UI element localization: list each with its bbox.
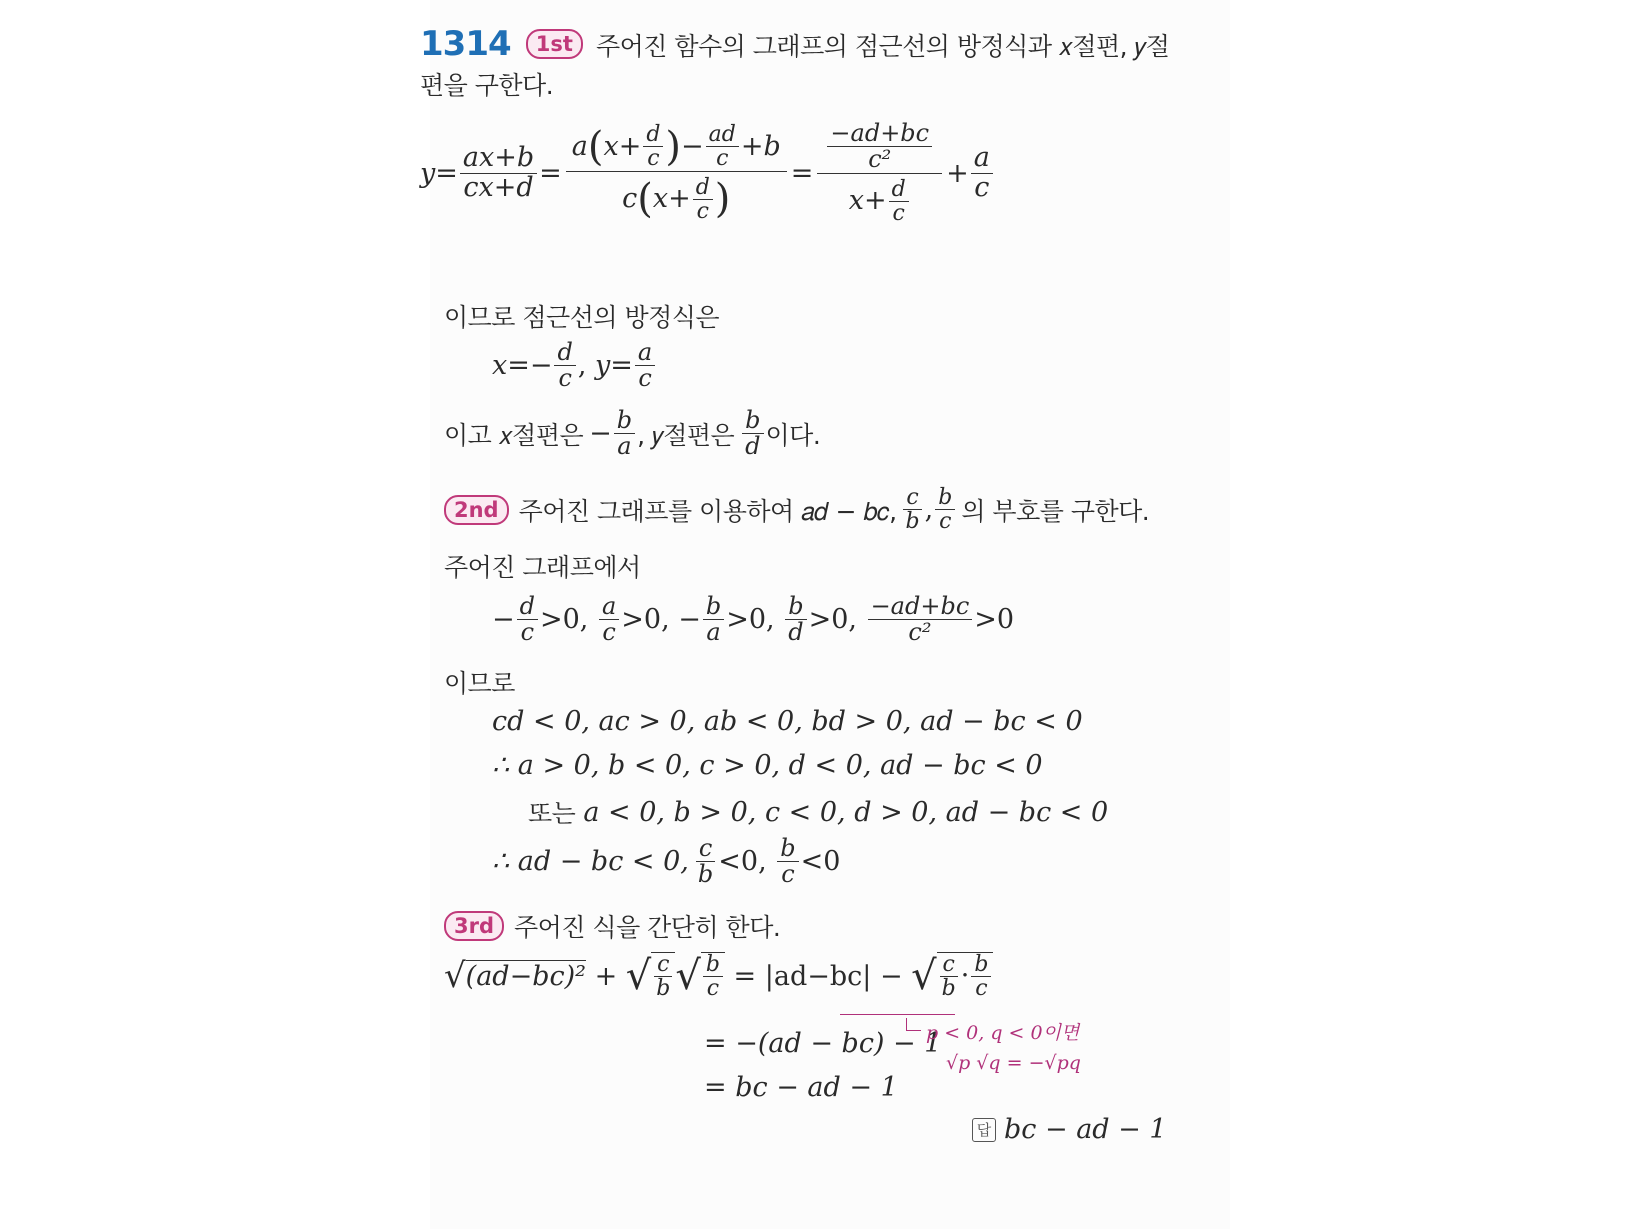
step2-therefore: 이므로 bbox=[444, 669, 515, 698]
step2-title-pre: 주어진 그래프를 이용하여 𝑎𝑑 − 𝑏𝑐, bbox=[518, 496, 897, 526]
step3-title: 주어진 식을 간단히 한다. bbox=[514, 913, 781, 942]
step2-line4: ∴ 𝑎𝑑 − 𝑏𝑐 < 0, $\frac{c}{b}$ <0, $\frac{b}{c}$ <0 bbox=[492, 834, 841, 889]
note-pointer bbox=[906, 1018, 921, 1031]
problem-header bbox=[420, 24, 1169, 64]
step1-intro-line2: 편을 구한다. bbox=[420, 71, 554, 100]
asymptote-intro: 이므로 점근선의 방정식은 bbox=[444, 303, 720, 332]
step3-row2: = −(𝑎𝑑 − 𝑏𝑐) − 1 bbox=[704, 1028, 942, 1059]
problem-number: 1314 bbox=[420, 24, 511, 64]
sign-conditions: − $\frac{d}{c}$ >0, $\frac{a}{c}$ >0, − $\frac{b}{a}$ >0, $\frac{b}{d}$ >0, $\frac{-ad+bc}{\text{c²}}$ >0 bbox=[492, 592, 1015, 647]
step2-title: 2nd 주어진 그래프를 이용하여 𝑎𝑑 − 𝑏𝑐, $\frac{c}{b}$ , $\frac{b}{c}$ 의 부호를 구한다. bbox=[444, 486, 1149, 533]
note-line2: √𝑝 √𝑞 = −√𝑝𝑞 bbox=[946, 1052, 1081, 1074]
answer-value: 𝑏𝑐 − 𝑎𝑑 − 1 bbox=[1004, 1114, 1167, 1145]
step2-line2: ∴ 𝑎 > 0, 𝑏 < 0, 𝑐 > 0, 𝑑 < 0, 𝑎𝑑 − 𝑏𝑐 < 0 bbox=[492, 750, 1043, 781]
step2-line3: 𝑎 < 0, 𝑏 > 0, 𝑐 < 0, 𝑑 > 0, 𝑎𝑑 − 𝑏𝑐 < 0 bbox=[583, 796, 1109, 828]
step1-badge: 1st bbox=[526, 29, 583, 59]
step3-row1: √ (ad−bc)² + √ $\frac{c}{b}$ √ $\frac{b}{c}$ = |ad−bc| − √ $\frac{c}{b}$ · $\frac{b}{c}$ bbox=[444, 952, 993, 1000]
step1-intro-line1: 주어진 함수의 그래프의 점근선의 방정식과 𝑥절편, 𝑦절 bbox=[595, 32, 1170, 61]
step2-line1: 𝑐𝑑 < 0, 𝑎𝑐 > 0, 𝑎𝑏 < 0, 𝑏𝑑 > 0, 𝑎𝑑 − 𝑏𝑐 < 0 bbox=[492, 706, 1083, 737]
step2-line3-row bbox=[528, 794, 1108, 830]
step3-title-row bbox=[444, 908, 780, 944]
step2-from-graph: 주어진 그래프에서 bbox=[444, 553, 641, 582]
intercepts-line: 이고 𝑥절편은 − $\frac{b}{a}$ , 𝑦절편은 $\frac{b}{d}$ 이다. bbox=[444, 406, 821, 461]
step2-line3-prefix: 또는 bbox=[528, 799, 576, 828]
step3-badge: 3rd bbox=[444, 911, 504, 941]
note-underline bbox=[840, 1014, 955, 1015]
asymptote-equations: x =− $\frac{d}{c}$ , y = $\frac{a}{c}$ bbox=[492, 340, 657, 391]
step3-row3: = 𝑏𝑐 − 𝑎𝑑 − 1 bbox=[704, 1072, 898, 1103]
step2-badge: 2nd bbox=[444, 495, 509, 525]
x-intercept-text: 이고 𝑥절편은 bbox=[444, 420, 584, 450]
answer-icon: 답 bbox=[972, 1118, 996, 1142]
step2-line4-prefix: ∴ 𝑎𝑑 − 𝑏𝑐 < 0, bbox=[492, 846, 689, 878]
main-equation: y = $\frac{ax+b}{cx+d}$ = a ( x+ $\frac{d}{c}$ ) − $\frac{ad}{c}$ +b c ( x+ $\frac{d}{c}$ ) = $\frac{-ad+bc}{\text{c²}}$ x+ $\frac{d}{c}$ + $\frac{a}{c}$ bbox=[420, 108, 995, 238]
step2-title-post: 의 부호를 구한다. bbox=[961, 496, 1150, 526]
note-line1: 𝑝 < 0, 𝑞 < 0이면 bbox=[926, 1022, 1080, 1044]
y-intercept-text: , 𝑦절편은 bbox=[637, 420, 735, 450]
answer-row bbox=[972, 1114, 1167, 1145]
intercept-ending: 이다. bbox=[765, 420, 821, 450]
